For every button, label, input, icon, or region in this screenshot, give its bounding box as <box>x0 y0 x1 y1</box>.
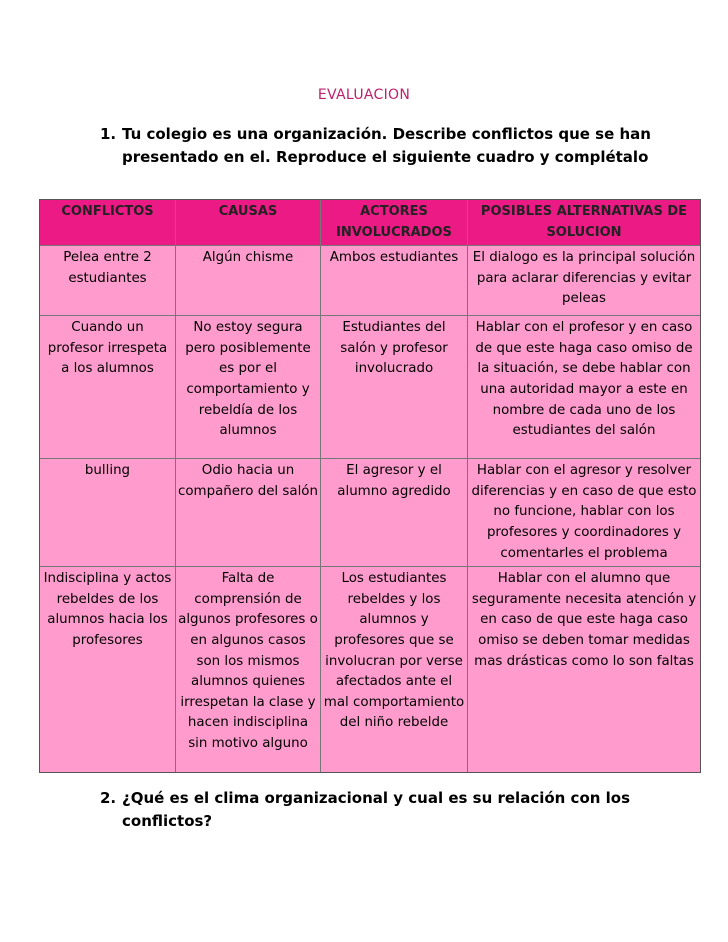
table-row <box>40 316 700 459</box>
table-row <box>40 246 700 316</box>
table-row <box>40 459 700 567</box>
page-title: EVALUACION <box>317 87 411 103</box>
header-causas: CAUSAS <box>176 200 321 246</box>
cell-alternativa: Hablar con el profesor y en caso de que este haga caso omiso de la situación, se debe hablar con una autoridad mayor a este en nombre de cada uno de los estudiantes del salón <box>468 316 700 459</box>
cell-conflicto: bulling <box>40 459 176 567</box>
conflicts-table <box>39 199 701 773</box>
cell-causa: Odio hacia un compañero del salón <box>176 459 321 567</box>
cell-actores: Ambos estudiantes <box>321 246 468 316</box>
table-row <box>40 567 700 772</box>
cell-causa: No estoy segura pero posiblemente es por el comportamiento y rebeldía de los alumnos <box>176 316 321 459</box>
cell-alternativa: Hablar con el agresor y resolver diferencias y en caso de que esto no funcione, hablar con los profesores y coordinadores y comentarles el problema <box>468 459 700 567</box>
question-1-number: 1. <box>100 125 117 143</box>
question-1 <box>100 123 660 169</box>
question-1-text: Tu colegio es una organización. Describe conflictos que se han presentado en el. Reproduce el siguiente cuadro y complétalo <box>122 125 651 166</box>
question-2-text: ¿Qué es el clima organizacional y cual es su relación con los conflictos? <box>122 789 631 830</box>
cell-conflicto: Cuando un profesor irrespeta a los alumnos <box>40 316 176 459</box>
cell-causa: Falta de comprensión de algunos profesores o en algunos casos son los mismos alumnos quienes irrespetan la clase y hacen indisciplina sin motivo alguno <box>176 567 321 772</box>
header-actores: ACTORES INVOLUCRADOS <box>321 200 468 246</box>
cell-actores: Los estudiantes rebeldes y los alumnos y profesores que se involucran por verse afectados ante el mal comportamiento del niño rebelde <box>321 567 468 772</box>
cell-actores: Estudiantes del salón y profesor involucrado <box>321 316 468 459</box>
cell-actores: El agresor y el alumno agredido <box>321 459 468 567</box>
cell-conflicto: Pelea entre 2 estudiantes <box>40 246 176 316</box>
cell-alternativa: Hablar con el alumno que seguramente necesita atención y en caso de que este haga caso omiso se deben tomar medidas mas drásticas como lo son faltas <box>468 567 700 772</box>
table-header-row <box>40 200 700 246</box>
question-2 <box>100 787 660 833</box>
header-conflictos: CONFLICTOS <box>40 200 176 246</box>
header-alternativas: POSIBLES ALTERNATIVAS DE SOLUCION <box>468 200 700 246</box>
question-2-number: 2. <box>100 789 117 807</box>
cell-alternativa: El dialogo es la principal solución para aclarar diferencias y evitar peleas <box>468 246 700 316</box>
cell-causa: Algún chisme <box>176 246 321 316</box>
cell-conflicto: Indisciplina y actos rebeldes de los alumnos hacia los profesores <box>40 567 176 772</box>
